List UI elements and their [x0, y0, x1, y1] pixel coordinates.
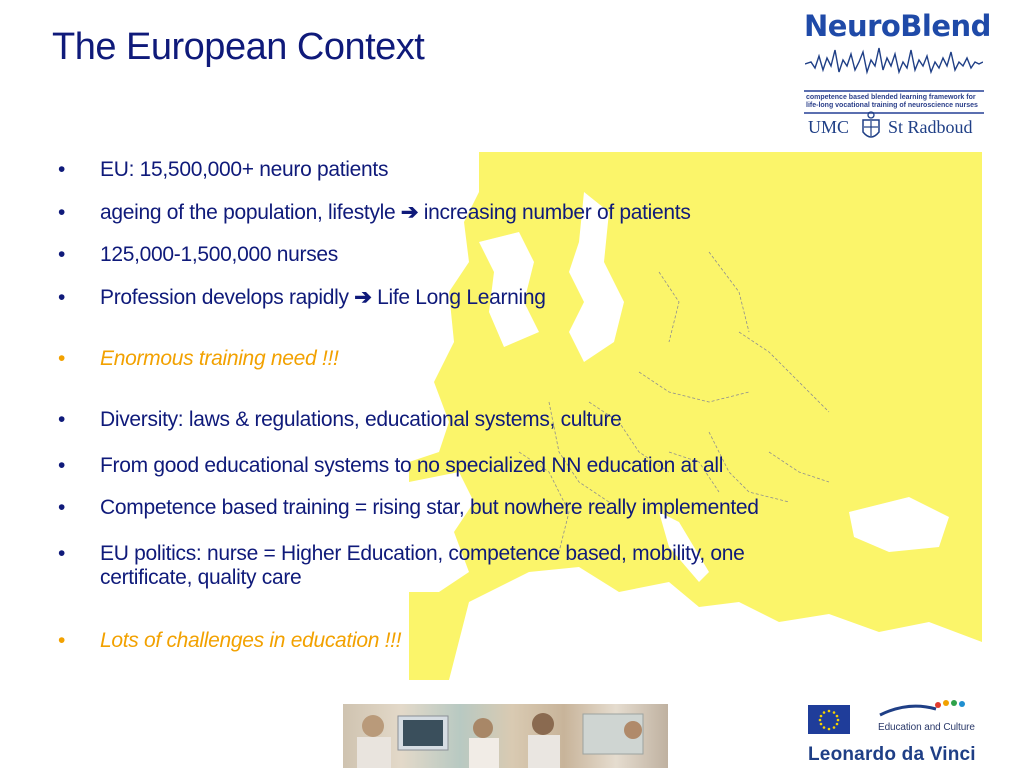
bullet-text-post: increasing number of patients [418, 201, 691, 224]
bullet-text-line2: certificate, quality care [100, 566, 302, 589]
bullet-dot: • [58, 496, 66, 519]
bullet-dot: • [58, 542, 66, 565]
bullet-text [100, 201, 958, 225]
neuroblend-wave-icon [805, 42, 983, 82]
right-arrow-icon: ➔ [400, 201, 419, 224]
bullet-item [58, 201, 958, 225]
bullet-text: Enormous training need !!! [100, 347, 339, 370]
nursing-photo-strip [343, 704, 668, 768]
bullet-text: 125,000-1,500,000 nurses [100, 243, 338, 266]
bullet-item-emphasis [58, 347, 958, 371]
neuroblend-tagline-line1: competence based blended learning framework for [806, 94, 976, 101]
bullet-dot: • [58, 286, 66, 309]
bullet-item [58, 408, 958, 432]
bullet-dot: • [58, 408, 66, 431]
bullet-item [58, 158, 958, 182]
leonardo-da-vinci-label: Leonardo da Vinci [808, 744, 976, 765]
bullet-text-line1: EU politics: nurse = Higher Education, competence based, mobility, one [100, 542, 745, 565]
bullet-text [100, 286, 958, 310]
bullet-dot: • [58, 454, 66, 477]
education-culture-swoosh-icon [878, 697, 970, 719]
education-culture-label: Education and Culture [878, 722, 975, 733]
neuroblend-logo-title: NeuroBlend [804, 9, 991, 43]
bullet-dot: • [58, 629, 66, 652]
bullet-item [58, 542, 958, 590]
bullet-text: Diversity: laws & regulations, educational systems, culture [100, 408, 622, 431]
bullet-text: Competence based training = rising star, but nowhere really implemented [100, 496, 759, 519]
neuroblend-logo [804, 9, 991, 114]
umc-logo-right: St Radboud [888, 117, 973, 137]
bullet-text: EU: 15,500,000+ neuro patients [100, 158, 389, 181]
bullet-text-post: Life Long Learning [371, 286, 546, 309]
umc-logo-left: UMC [808, 117, 850, 137]
bullet-dot: • [58, 158, 66, 181]
bullet-dot: • [58, 201, 66, 224]
bullet-item [58, 454, 958, 478]
right-arrow-icon: ➔ [354, 286, 372, 309]
bullet-text-pre: ageing of the population, lifestyle [100, 201, 401, 224]
bullet-item [58, 286, 958, 310]
nursing-photo-illustration [343, 704, 668, 768]
bullet-item [58, 243, 958, 267]
bullet-dot: • [58, 243, 66, 266]
bullet-text: Lots of challenges in education !!! [100, 629, 402, 652]
slide-title: The European Context [52, 26, 425, 68]
bullet-text: From good educational systems to no specialized NN education at all [100, 454, 724, 477]
umc-crest-icon [860, 110, 882, 144]
neuroblend-tagline-line2: life-long vocational training of neuroscience nurses [806, 102, 978, 109]
bullet-item-emphasis [58, 629, 958, 653]
umc-logo [808, 112, 986, 144]
bullet-text [100, 542, 958, 590]
bullet-dot: • [58, 347, 66, 370]
eu-flag-icon [808, 705, 850, 734]
bullet-text-pre: Profession develops rapidly [100, 286, 355, 309]
neuroblend-tagline [804, 90, 984, 114]
bullet-item [58, 496, 958, 520]
